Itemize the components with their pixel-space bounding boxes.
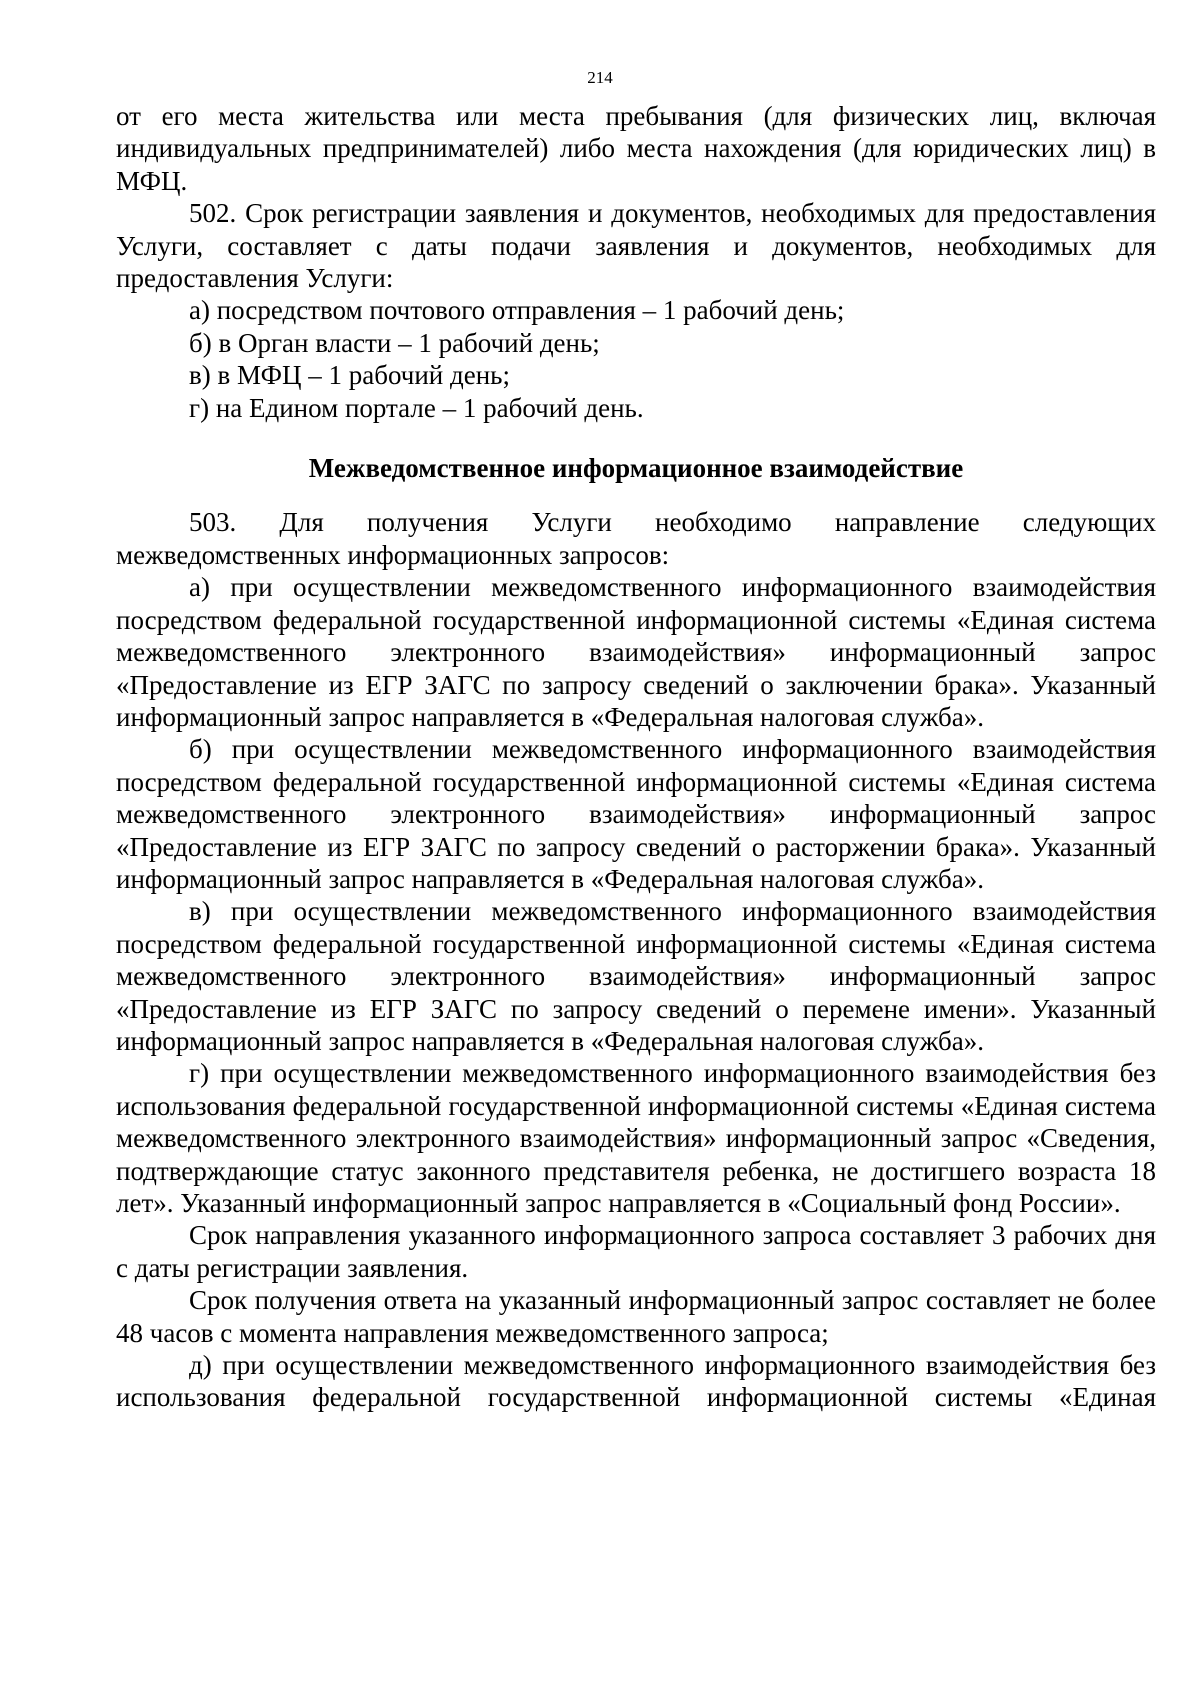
list-item-503-g: г) при осуществлении межведомственного информационного взаимодействия без использования федеральной государственной информационной системы «Единая система межведомственного электронного взаимодействия» информационный запрос «Сведения, подтверждающие статус законного представителя ребенка, не достигшего возраста 18 лет». Указанный информационный запрос направляется в «Социальный фонд России». xyxy=(116,1058,1156,1218)
paragraph-request-deadline: Срок направления указанного информационного запроса составляет 3 рабочих дня с даты регистрации заявления. xyxy=(116,1220,1156,1283)
paragraph-503: 503. Для получения Услуги необходимо направление следующих межведомственных информационных запросов: xyxy=(116,507,1156,570)
list-item-502-g: г) на Едином портале – 1 рабочий день. xyxy=(189,392,644,423)
list-item-502-b: б) в Орган власти – 1 рабочий день; xyxy=(189,327,600,358)
paragraph-response-deadline: Срок получения ответа на указанный информационный запрос составляет не более 48 часов с момента направления межведомственного запроса; xyxy=(116,1285,1156,1348)
list-item-503-v: в) при осуществлении межведомственного информационного взаимодействия посредством федеральной государственной информационной системы «Единая система межведомственного электронного взаимодействия» информационный запрос «Предоставление из ЕГР ЗАГС по запросу сведений о перемене имени». Указанный информационный запрос направляется в «Федеральная налоговая служба». xyxy=(116,896,1156,1056)
paragraph-502: 502. Срок регистрации заявления и документов, необходимых для предоставления Услуги, составляет с даты подачи заявления и документов, необходимых для предоставления Услуги: xyxy=(116,198,1156,294)
paragraph-intro: от его места жительства или места пребывания (для физических лиц, включая индивидуальных предпринимателей) либо места нахождения (для юридических лиц) в МФЦ. xyxy=(116,101,1156,196)
list-item-503-d: д) при осуществлении межведомственного информационного взаимодействия без использования федеральной государственной информационной системы «Единая xyxy=(116,1350,1156,1413)
list-item-502-v: в) в МФЦ – 1 рабочий день; xyxy=(189,360,510,391)
list-item-503-a: а) при осуществлении межведомственного информационного взаимодействия посредством федеральной государственной информационной системы «Единая система межведомственного электронного взаимодействия» информационный запрос «Предоставление из ЕГР ЗАГС по запросу сведений о заключении брака». Указанный информационный запрос направляется в «Федеральная налоговая служба». xyxy=(116,572,1156,732)
page-number: 214 xyxy=(587,68,613,87)
document-body xyxy=(116,100,1156,1414)
section-heading: Межведомственное информационное взаимодействие xyxy=(308,453,964,484)
list-item-503-b: б) при осуществлении межведомственного информационного взаимодействия посредством федеральной государственной информационной системы «Единая система межведомственного электронного взаимодействия» информационный запрос «Предоставление из ЕГР ЗАГС по запросу сведений о расторжении брака». Указанный информационный запрос направляется в «Федеральная налоговая служба». xyxy=(116,734,1156,894)
list-item-502-a: а) посредством почтового отправления – 1 рабочий день; xyxy=(189,295,845,326)
